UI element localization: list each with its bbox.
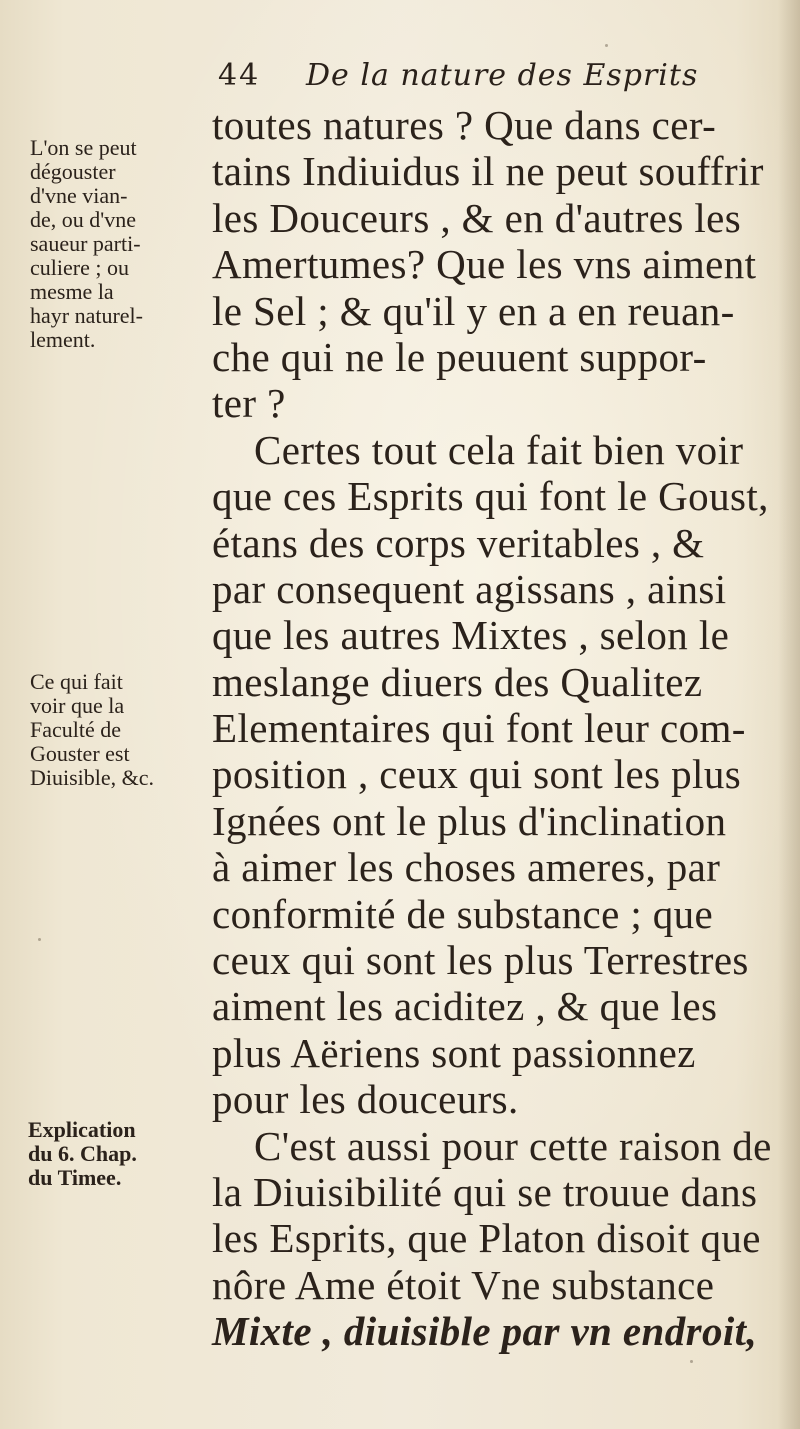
text-line: ter ? — [212, 380, 286, 427]
text-line: que les autres Mixtes , selon le — [212, 612, 730, 659]
marginal-line: de, ou d'vne — [30, 207, 136, 232]
marginal-line: du Timee. — [28, 1165, 122, 1190]
page-header — [218, 52, 778, 102]
ink-speck — [690, 1360, 693, 1363]
marginal-line: L'on se peut — [30, 135, 137, 160]
marginal-note — [30, 670, 154, 790]
text-line: Mixte , diuisible par vn endroit, — [212, 1308, 758, 1355]
marginal-line: Explication — [28, 1117, 136, 1142]
ink-speck — [605, 44, 608, 47]
text-line: meslange diuers des Qualitez — [212, 658, 703, 705]
text-line: les Esprits, que Platon disoit que — [212, 1215, 761, 1262]
marginal-line: saueur parti- — [30, 231, 141, 256]
text-line: Elementaires qui font leur com- — [212, 705, 746, 752]
text-line: à aimer les choses ameres, par — [212, 844, 721, 891]
marginal-note — [28, 1118, 137, 1190]
text-line: Amertumes? Que les vns aiment — [212, 241, 757, 288]
marginal-line: culiere ; ou — [30, 255, 129, 280]
text-line: Ignées ont le plus d'inclination — [212, 797, 727, 844]
text-line: aiment les aciditez , & que les — [212, 983, 718, 1030]
text-line: la Diuisibilité qui se trouue dans — [212, 1168, 758, 1215]
text-line: toutes natures ? Que dans cer- — [212, 102, 717, 148]
text-line: tains Indiuidus il ne peut souffrir — [212, 148, 764, 195]
marginal-line: Faculté de — [30, 717, 122, 742]
marginal-line: dégouster — [30, 159, 116, 184]
text-line: position , ceux qui sont les plus — [212, 751, 742, 798]
marginal-note — [30, 136, 143, 352]
text-line: conformité de substance ; que — [212, 890, 714, 937]
marginal-line: du 6. Chap. — [28, 1141, 137, 1166]
page-number: 44 — [218, 58, 261, 93]
text-line: les Douceurs , & en d'autres les — [212, 194, 742, 241]
marginal-line: mesme la — [30, 279, 114, 304]
marginal-line: hayr naturel- — [30, 303, 143, 328]
text-line: pour les douceurs. — [212, 1076, 519, 1123]
main-text-block — [212, 102, 772, 1355]
text-line: que ces Esprits qui font le Goust, — [212, 473, 769, 520]
marginal-line: Gouster est — [30, 741, 130, 766]
marginal-line: Ce qui fait — [30, 669, 123, 694]
text-line: plus Aëriens sont passionnez — [212, 1029, 696, 1076]
text-line: le Sel ; & qu'il y en a en reuan- — [212, 287, 735, 334]
marginal-line: voir que la — [30, 693, 125, 718]
text-line: che qui ne le peuuent suppor- — [212, 333, 707, 380]
text-line: nôre Ame étoit Vne substance — [212, 1261, 715, 1308]
marginal-line: Diuisible, &c. — [30, 765, 155, 790]
running-title: De la nature des Esprits — [306, 58, 699, 93]
text-line: ceux qui sont les plus Terrestres — [212, 937, 749, 984]
marginal-line: d'vne vian- — [30, 183, 128, 208]
marginal-line: lement. — [30, 327, 96, 352]
text-line: étans des corps veritables , & — [212, 519, 705, 566]
text-line: par consequent agissans , ainsi — [212, 565, 727, 612]
text-line: C'est aussi pour cette raison de — [254, 1122, 772, 1169]
ink-speck — [38, 938, 41, 941]
page-edge-shadow — [778, 0, 800, 1429]
text-line: Certes tout cela fait bien voir — [254, 426, 744, 473]
